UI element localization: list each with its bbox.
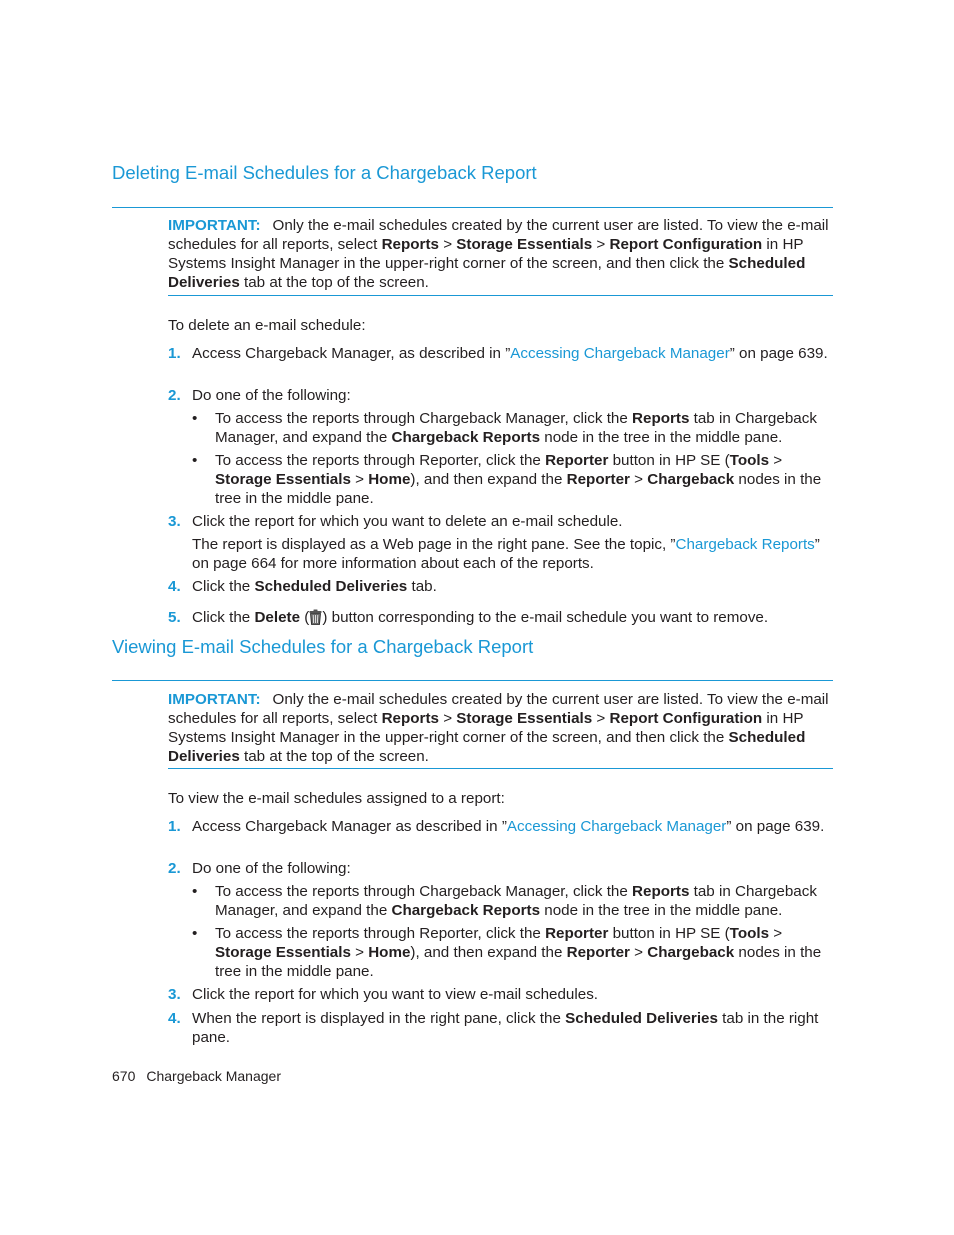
step-3 (168, 512, 833, 531)
bullet-text: To access the reports through Chargeback Manager, click the (215, 410, 633, 427)
heading-rule (112, 207, 833, 208)
node-chargeback-reports: Chargeback Reports (391, 429, 541, 446)
page-footer (112, 1067, 281, 1085)
link-accessing-chargeback-manager[interactable]: Accessing Chargeback Manager (510, 345, 730, 362)
menu-storage-essentials: Storage Essentials (215, 944, 351, 961)
tab-scheduled-deliveries: Scheduled Deliveries (565, 1010, 718, 1027)
button-delete-label: Delete (254, 609, 301, 626)
bullet-item (192, 924, 833, 981)
step-text: When the report is displayed in the right pane, click the (192, 1010, 566, 1027)
step-4 (168, 577, 833, 596)
step-text: Do one of the following: (192, 860, 351, 877)
step-number: 2. (168, 387, 181, 404)
step-3-note (192, 535, 833, 573)
note-text: > (438, 710, 457, 727)
button-reporter: Reporter (545, 452, 609, 469)
bullet-text: > (629, 944, 648, 961)
important-label: IMPORTANT: (168, 217, 261, 234)
node-reporter: Reporter (566, 944, 630, 961)
step-5 (168, 608, 833, 627)
menu-storage-essentials: Storage Essentials (456, 236, 593, 253)
note-text: Only the e-mail schedules created by the current user are listed. To view the e-mail schedules for all reports, select (168, 217, 829, 253)
note-text: > (438, 236, 457, 253)
bullet-text: tab in Chargeback Manager, and expand the (215, 410, 817, 446)
bullet-text: To access the reports through Reporter, click the (215, 452, 546, 469)
step-number: 5. (168, 609, 181, 626)
step-text: Click the report for which you want to view e-mail schedules. (192, 986, 599, 1003)
bullet-text: > (350, 471, 369, 488)
step-text: Access Chargeback Manager as described in ” (192, 818, 507, 835)
step-number: 4. (168, 578, 181, 595)
step-text: ” on page 639. (726, 818, 825, 835)
bullet-dot: • (192, 883, 198, 900)
tab-scheduled-deliveries: Scheduled Deliveries (254, 578, 408, 595)
step-text: ” on page 639. (729, 345, 828, 362)
intro-text: To view the e-mail schedules assigned to a report: (168, 790, 505, 807)
bullet-item (192, 882, 833, 920)
menu-home: Home (368, 944, 411, 961)
note-text: in HP Systems Insight Manager in the upper-right corner of the screen, and then click the (168, 236, 804, 272)
bullet-item (192, 409, 833, 447)
bullet-text: To access the reports through Chargeback Manager, click the (215, 883, 633, 900)
menu-storage-essentials: Storage Essentials (456, 710, 593, 727)
step-number: 3. (168, 986, 181, 1003)
menu-home: Home (368, 471, 411, 488)
step-text: tab. (407, 578, 437, 595)
menu-report-configuration: Report Configuration (609, 710, 763, 727)
note-rule (168, 768, 833, 769)
heading-rule (112, 680, 833, 681)
button-reporter: Reporter (545, 925, 609, 942)
node-chargeback: Chargeback (647, 944, 735, 961)
note-text: in HP Systems Insight Manager in the upper-right corner of the screen, and then click the (168, 710, 804, 746)
bullet-item (192, 451, 833, 508)
menu-storage-essentials: Storage Essentials (215, 471, 351, 488)
bullet-text: tab in Chargeback Manager, and expand the (215, 883, 817, 919)
bullet-text: > (350, 944, 369, 961)
step-text: Click the (192, 578, 255, 595)
section-heading-delete: Deleting E-mail Schedules for a Chargeback Report (112, 162, 537, 183)
bullet-text: ), and then expand the (410, 944, 567, 961)
tab-scheduled-deliveries: Scheduled Deliveries (168, 729, 806, 765)
note-text: tab at the top of the screen. (239, 274, 429, 291)
step-2 (168, 386, 833, 405)
step-1 (168, 817, 833, 836)
bullet-dot: • (192, 452, 198, 469)
bullet-text: To access the reports through Reporter, click the (215, 925, 546, 942)
intro-text: To delete an e-mail schedule: (168, 317, 366, 334)
bullet-text: button in HP SE ( (608, 452, 730, 469)
link-accessing-chargeback-manager[interactable]: Accessing Chargeback Manager (506, 818, 727, 835)
step-number: 1. (168, 818, 181, 835)
bullet-dot: • (192, 410, 198, 427)
step-text: Click the report for which you want to delete an e-mail schedule. (192, 513, 623, 530)
bullet-text: > (769, 452, 783, 469)
menu-tools: Tools (729, 925, 770, 942)
menu-report-configuration: Report Configuration (609, 236, 763, 253)
bullet-text: nodes in the tree in the middle pane. (215, 944, 822, 980)
bullet-dot: • (192, 925, 198, 942)
node-reporter: Reporter (566, 471, 630, 488)
step-2 (168, 859, 833, 878)
step-number: 3. (168, 513, 181, 530)
step-text: tab in the right pane. (192, 1010, 819, 1046)
menu-reports: Reports (381, 236, 439, 253)
link-chargeback-reports[interactable]: Chargeback Reports (675, 536, 815, 553)
step-text: ( (300, 609, 310, 626)
step-text: Do one of the following: (192, 387, 351, 404)
section-heading-view: Viewing E-mail Schedules for a Chargeback Report (112, 636, 534, 657)
bullet-text: ), and then expand the (410, 471, 567, 488)
page-number: 670 (112, 1068, 136, 1084)
note-rule (168, 295, 833, 296)
chapter-title: Chargeback Manager (146, 1068, 281, 1084)
bullet-text: > (769, 925, 783, 942)
note-text: > (592, 710, 610, 727)
note-text: > (592, 236, 610, 253)
note-text: ” on page 664 for more information about each of the reports. (192, 536, 820, 572)
bullet-text: > (629, 471, 648, 488)
step-text: ) button corresponding to the e-mail schedule you want to remove. (322, 609, 769, 626)
step-text: Click the (192, 609, 255, 626)
note-text: Only the e-mail schedules created by the current user are listed. To view the e-mail schedules for all reports, select (168, 691, 829, 727)
node-chargeback: Chargeback (647, 471, 735, 488)
important-label: IMPORTANT: (168, 691, 261, 708)
step-text: Access Chargeback Manager, as described in ” (192, 345, 511, 362)
menu-tools: Tools (729, 452, 770, 469)
important-note (168, 216, 833, 292)
step-3 (168, 985, 833, 1004)
step-4 (168, 1009, 833, 1047)
step-number: 2. (168, 860, 181, 877)
trash-icon (309, 609, 322, 625)
bullet-text: nodes in the tree in the middle pane. (215, 471, 822, 507)
step-1 (168, 344, 833, 363)
node-chargeback-reports: Chargeback Reports (391, 902, 541, 919)
important-note (168, 690, 833, 766)
note-text: The report is displayed as a Web page in the right pane. See the topic, ” (192, 536, 676, 553)
tab-reports: Reports (632, 883, 690, 900)
tab-reports: Reports (632, 410, 690, 427)
note-text: tab at the top of the screen. (239, 748, 429, 765)
menu-reports: Reports (381, 710, 439, 727)
bullet-text: node in the tree in the middle pane. (540, 902, 783, 919)
tab-scheduled-deliveries: Scheduled Deliveries (168, 255, 806, 291)
bullet-text: node in the tree in the middle pane. (540, 429, 783, 446)
bullet-text: button in HP SE ( (608, 925, 730, 942)
step-number: 1. (168, 345, 181, 362)
step-number: 4. (168, 1010, 181, 1027)
